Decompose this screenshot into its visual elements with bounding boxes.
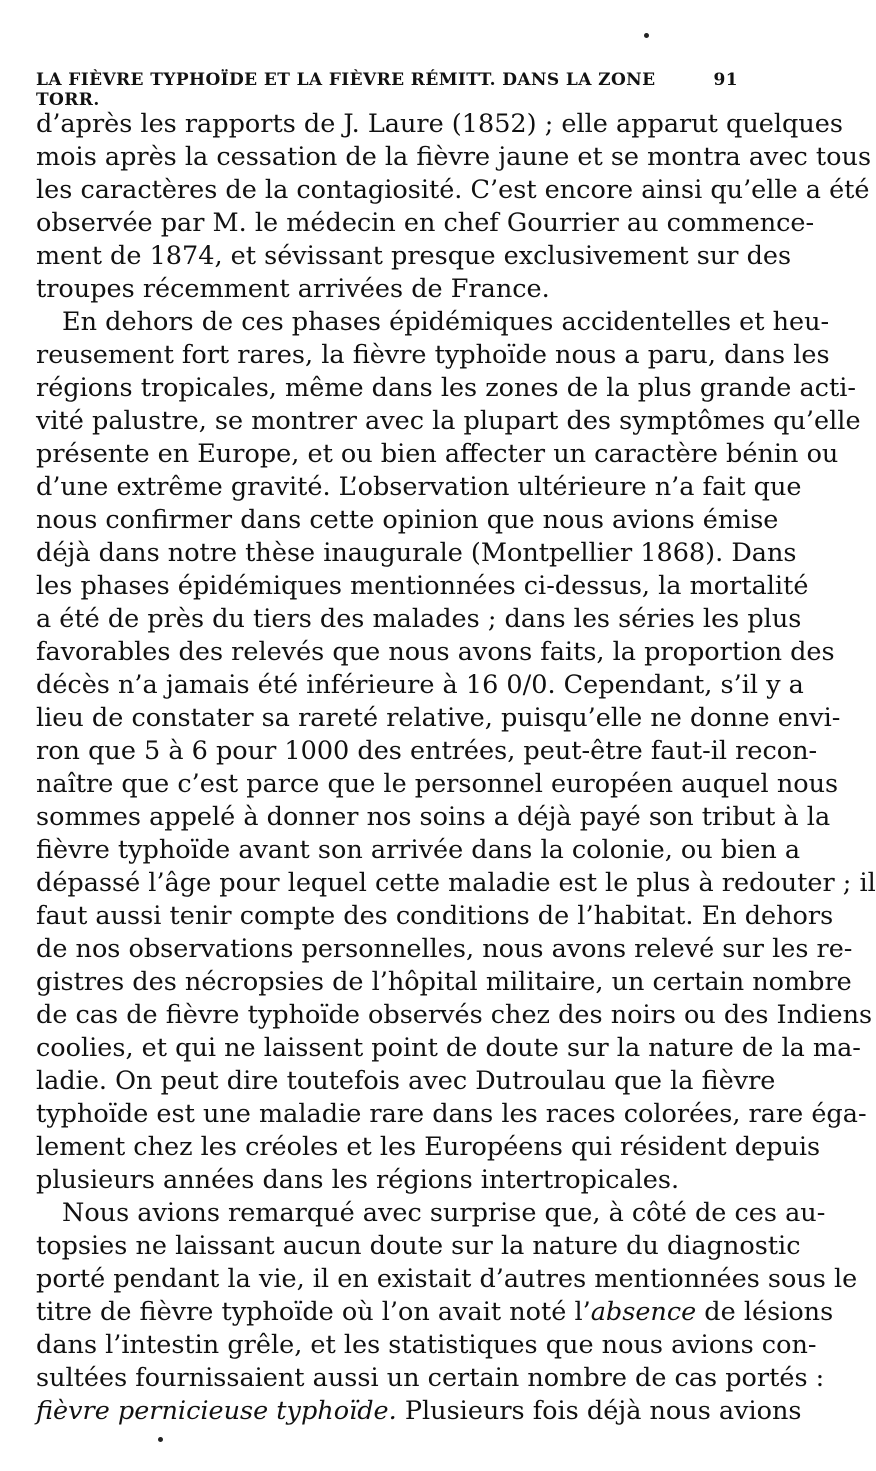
text-line: vité palustre, se montrer avec la plupart des symptômes qu’elle: [36, 406, 861, 436]
text-line: lement chez les créoles et les Européens qui résident depuis: [36, 1132, 821, 1162]
text-line: dépassé l’âge pour lequel cette maladie est le plus à redouter ; il: [36, 868, 876, 898]
book-page: [36, 0, 876, 1471]
text-line: faut aussi tenir compte des conditions de l’habitat. En dehors: [36, 901, 834, 931]
text-line: présente en Europe, et ou bien affecter un caractère bénin ou: [36, 439, 839, 469]
running-title: LA FIÈVRE TYPHOÏDE ET LA FIÈVRE RÉMITT. DANS LA ZONE TORR.: [36, 70, 656, 110]
text-line: ron que 5 à 6 pour 1000 des entrées, peut-être faut-il recon-: [36, 736, 818, 766]
text-line: ladie. On peut dire toutefois avec Dutroulau que la fièvre: [36, 1066, 776, 1096]
text-line: naître que c’est parce que le personnel européen auquel nous: [36, 769, 839, 799]
italic-term: fièvre pernicieuse typhoïde.: [36, 1396, 397, 1426]
text-line: [36, 1295, 834, 1329]
text-line: [36, 1394, 802, 1428]
text-line: sultées fournissaient aussi un certain nombre de cas portés :: [36, 1363, 825, 1393]
text-segment: titre de fièvre typhoïde où l’on avait noté l’: [36, 1297, 591, 1327]
text-line: nous confirmer dans cette opinion que nous avions émise: [36, 505, 779, 535]
text-line: reusement fort rares, la fièvre typhoïde nous a paru, dans les: [36, 340, 830, 370]
text-line: d’après les rapports de J. Laure (1852) ; elle apparut quelques: [36, 109, 843, 139]
text-line: de cas de fièvre typhoïde observés chez des noirs ou des Indiens: [36, 1000, 873, 1030]
text-line: lieu de constater sa rareté relative, puisqu’elle ne donne envi-: [36, 703, 841, 733]
text-line: a été de près du tiers des malades ; dans les séries les plus: [36, 604, 802, 634]
text-segment: de lésions: [696, 1297, 834, 1327]
text-line: porté pendant la vie, il en existait d’autres mentionnées sous le: [36, 1264, 858, 1294]
text-line: régions tropicales, même dans les zones de la plus grande acti-: [36, 373, 856, 403]
text-line: gistres des nécropsies de l’hôpital militaire, un certain nombre: [36, 967, 852, 997]
text-line: dans l’intestin grêle, et les statistiques que nous avions con-: [36, 1330, 817, 1360]
text-line: sommes appelé à donner nos soins a déjà payé son tribut à la: [36, 802, 831, 832]
text-line: Nous avions remarqué avec surprise que, à côté de ces au-: [62, 1198, 826, 1228]
text-line: les phases épidémiques mentionnées ci-dessus, la mortalité: [36, 571, 809, 601]
text-line: décès n’a jamais été inférieure à 16 0/0. Cependant, s’il y a: [36, 670, 804, 700]
text-line: d’une extrême gravité. L’observation ultérieure n’a fait que: [36, 472, 802, 502]
print-speck: [158, 1437, 163, 1442]
text-line: En dehors de ces phases épidémiques accidentelles et heu-: [62, 307, 830, 337]
text-segment: Plusieurs fois déjà nous avions: [404, 1396, 802, 1426]
text-line: coolies, et qui ne laissent point de doute sur la nature de la ma-: [36, 1033, 861, 1063]
page-number: 91: [713, 70, 738, 90]
text-line: les caractères de la contagiosité. C’est encore ainsi qu’elle a été: [36, 175, 870, 205]
text-line: plusieurs années dans les régions intertropicales.: [36, 1165, 680, 1195]
italic-term: absence: [590, 1297, 697, 1327]
print-speck: [644, 33, 649, 38]
running-head: [36, 70, 738, 110]
text-line: observée par M. le médecin en chef Gourrier au commence-: [36, 208, 815, 238]
text-line: topsies ne laissant aucun doute sur la nature du diagnostic: [36, 1231, 801, 1261]
text-line: de nos observations personnelles, nous avons relevé sur les re-: [36, 934, 853, 964]
text-line: fièvre typhoïde avant son arrivée dans la colonie, ou bien a: [36, 835, 801, 865]
text-line: troupes récemment arrivées de France.: [36, 274, 550, 304]
text-line: typhoïde est une maladie rare dans les races colorées, rare éga-: [36, 1099, 867, 1129]
text-line: favorables des relevés que nous avons faits, la proportion des: [36, 637, 835, 667]
text-line: ment de 1874, et sévissant presque exclusivement sur des: [36, 241, 792, 271]
text-line: déjà dans notre thèse inaugurale (Montpellier 1868). Dans: [36, 538, 797, 568]
text-line: mois après la cessation de la fièvre jaune et se montra avec tous: [36, 142, 872, 172]
